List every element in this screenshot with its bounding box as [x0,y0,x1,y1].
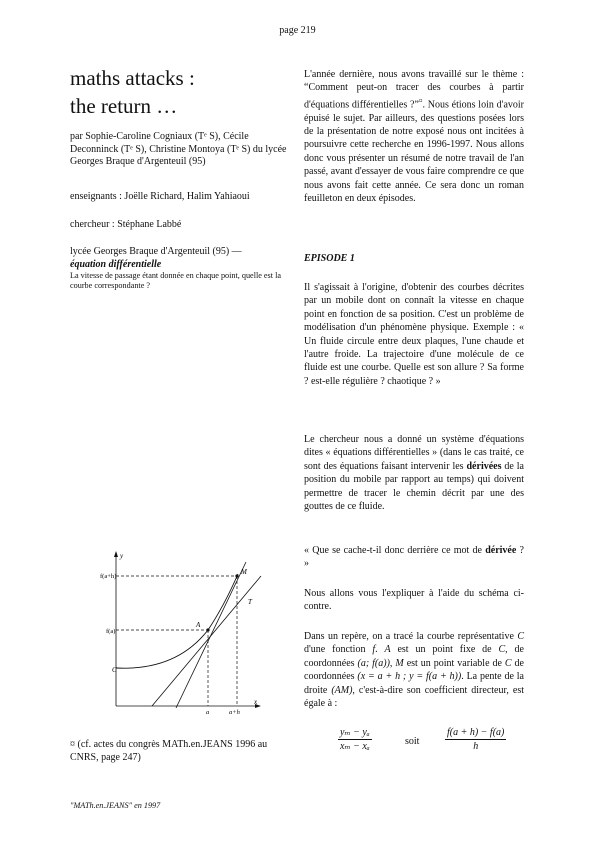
def-c-2: C [498,644,506,656]
point-m [235,574,238,577]
label-a-tick: a [206,709,210,716]
def-text-d: est un point fixe de [390,644,499,656]
title-line-2: the return … [70,94,178,118]
derivative-figure [96,546,266,716]
soit-word: soit [405,736,420,747]
rhs-numerator: f(a + h) − f(a) [447,727,505,738]
def-text-b: d'une fonction [304,644,373,656]
footnote-mark: ¤ [70,739,75,750]
question-text-a: « Que se cache-t-il donc derrière ce mot de [304,545,486,556]
def-am: (AM) [331,684,353,696]
page-number: page 219 [279,25,316,36]
intro-text-b: . Nous étions loin d'avoir épuisé le sujet. Par ailleurs, des questions posées lors de la présentation de notre exposé nous ont incitées à poursuivre cette recherche en 1996-1997. Nous allons donc vous présenter un résumé de notre travail de l'an passé, avant d'essayer de vous faire comprendre ce que nous avons fait cette année. Ce sera donc un roman feuilleton en deux épisodes. [304,99,524,204]
footer: "MATh.en.JEANS" en 1997 [70,801,161,810]
subject-title: équation différentielle [70,258,162,270]
def-f: f [372,644,376,656]
term-derivees: dérivées [466,460,502,472]
def-coords-a: (a; f(a)) [357,657,390,669]
label-ah-tick: a+h [229,709,240,716]
question-text-b: ? » [304,545,524,570]
term-derivee: dérivée [485,545,517,556]
def-text-a: Dans un repère, on a tracé la courbe représentative [304,631,518,642]
label-y-axis: y [120,552,124,560]
researcher: chercheur : Stéphane Labbé [70,219,182,230]
def-text-c: . [375,644,385,656]
y-axis-arrow [114,551,118,557]
def-coords-m: (x = a + h ; y = f(a + h)) [357,671,462,683]
curve-c [116,574,238,668]
def-text-j: , c'est-à-dire son coefficient directeur, est égale à : [304,684,524,710]
point-a [206,628,209,631]
label-t: T [248,598,252,606]
rhs-fraction [445,727,506,752]
def-a: A [384,644,391,656]
slope-formula [330,727,530,763]
intro-text-a: L'année dernière, nous avons travaillé sur le thème : “Comment peut-on tracer des courbes à partir d'équations différentielles ?” [304,69,524,111]
title-line-1: maths attacks : [70,66,195,90]
footnote-ref: ¤ [418,96,423,105]
subject-description: La vitesse de passage étant donnée en chaque point, quelle est la courbe correspondante ? [70,271,281,290]
school-block [70,246,295,291]
def-text-e: , de coordonnées [304,644,524,669]
paragraph-researcher [304,433,524,513]
teachers: enseignants : Joëlle Richard, Halim Yahiaoui [70,191,250,202]
lhs-fraction [338,727,372,752]
label-x-axis: x [254,698,258,706]
def-text-h: de coordonnées [304,657,524,683]
lhs-numerator: yₘ − yₐ [340,727,370,738]
paragraph-origin: Il s'agissait à l'origine, d'obtenir des courbes décrites par un mobile dont on connaît la vitesse en chaque point en fonction de sa position. C'est un problème de modélisation d'un phénomène physique. Exemple : « Un fluide circule entre deux plaques, l'une chaude et l'autre froide. La trajectoire d'une molécule de ce fluide est une courbe. Quelle est son allure ? Sa forme ? est-elle régulière ? chaotique ? » [304,282,524,387]
article-title [70,64,290,120]
label-a-point: A [196,621,201,629]
rhs-denominator: h [473,741,479,752]
label-fa: f(a) [106,628,116,635]
school-name: lycée Georges Braque d'Argenteuil (95) — [70,246,242,257]
def-text-g: est un point variable de [403,657,505,669]
researcher-text-b: de la position du mobile par rapport au temps) qui doivent permettre de tracer le chemin décrit par une des gouttes de ce fluide. [304,460,524,513]
def-text-i: . La pente de la droite [304,671,524,696]
paragraph-definition [304,630,524,710]
paragraph-explain: Nous allons vous l'expliquer à l'aide du schéma ci-contre. [304,588,524,613]
label-fah: f(a+h) [100,573,117,580]
secant-am [176,562,246,708]
def-c-3: C [504,657,512,669]
researcher-text-a: Le chercheur nous a donné un système d'équations dites « équations différentielles » (dans le cas traité, ce sont des équations faisant intervenir les [304,434,524,472]
footnote-text: (cf. actes du congrès MATh.en.JEANS 1996 au CNRS, page 247) [70,739,268,763]
def-text-f: , [389,657,396,669]
paragraph-question [304,544,524,571]
footnote [70,738,295,764]
label-c: C [112,666,117,674]
label-m: M [241,568,247,576]
def-m: M [395,657,404,669]
def-c-1: C [517,631,524,642]
lhs-denominator: xₘ − xₐ [340,741,370,752]
authors: par Sophie-Caroline Cogniaux (Tᵉ S), Cécile Deconninck (Tᵉ S), Christine Montoya (Tᵉ S) du lycée Georges Braque d'Argenteuil (95) [70,131,287,167]
episode-title: EPISODE 1 [304,253,355,264]
tangent-t [152,576,261,706]
paragraph-intro [304,68,524,205]
